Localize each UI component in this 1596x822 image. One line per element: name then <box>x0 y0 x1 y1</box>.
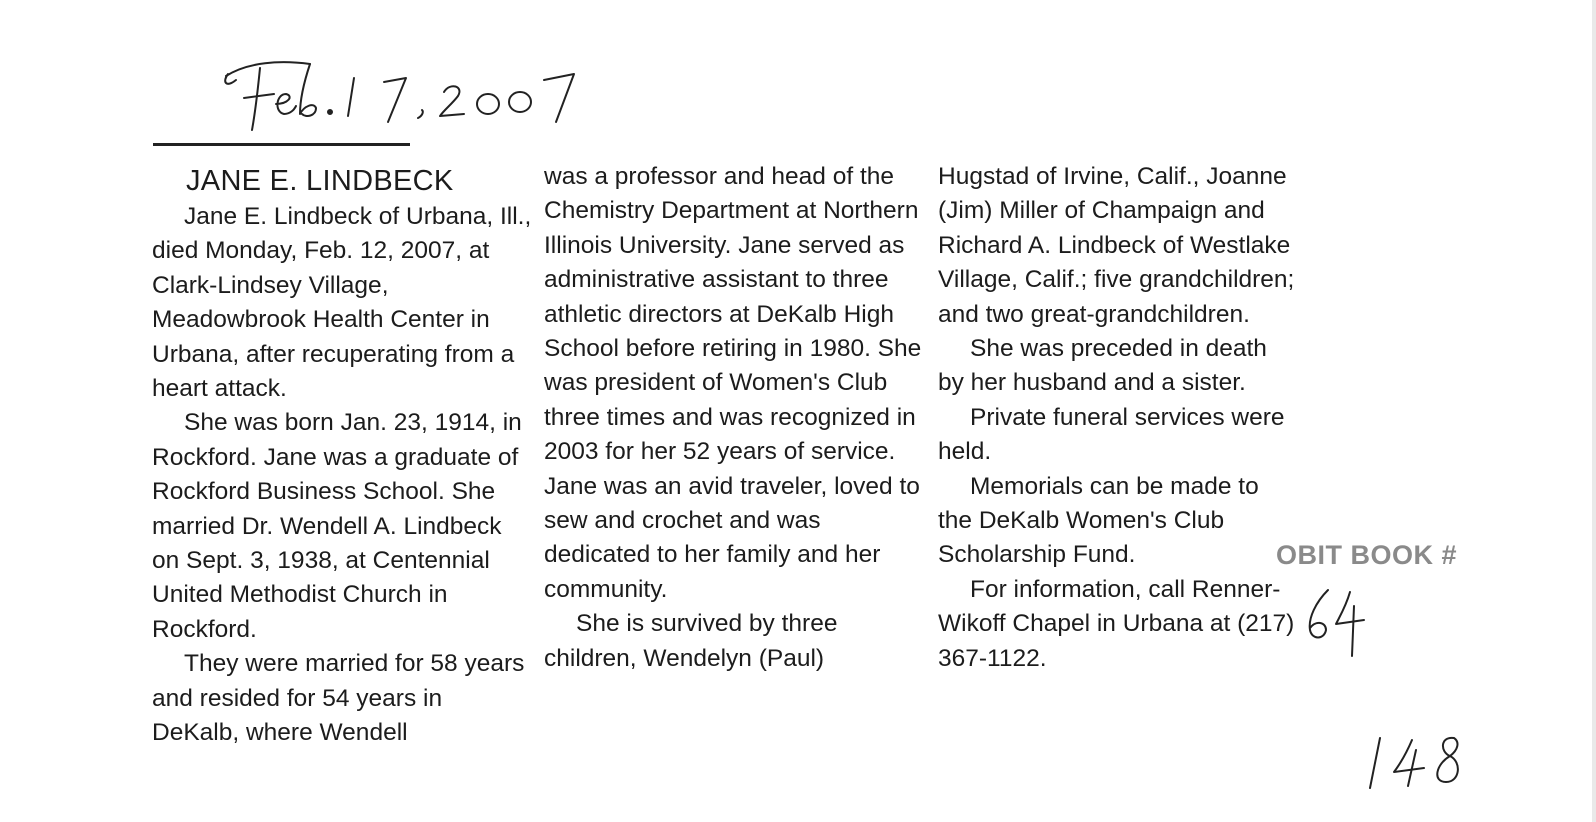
obit-book-stamp: OBIT BOOK # <box>1276 540 1458 570</box>
paragraph: For information, call Renner-Wikoff Chapel in Urbana at (217) 367-1122. <box>938 575 1295 672</box>
paragraph: They were married for 58 years and resided for 54 years in DeKalb, where Wendell <box>152 650 525 747</box>
paragraph: She is survived by three children, Wendelyn (Paul) <box>544 610 838 672</box>
handwritten-book-number <box>1302 584 1372 660</box>
column-3 <box>938 160 1298 676</box>
paragraph: Jane E. Lindbeck of Urbana, Ill., died Monday, Feb. 12, 2007, at Clark-Lindsey Village, Meadowbrook Health Center in Urbana, after recuperating from a heart attack. <box>152 203 532 403</box>
handwritten-date <box>218 58 598 138</box>
heading-rule <box>153 143 410 146</box>
paragraph: Private funeral services were held. <box>938 403 1285 466</box>
obituary-heading: JANE E. LINDBECK <box>186 165 454 197</box>
column-2 <box>544 160 924 676</box>
paragraph: was a professor and head of the Chemistry Department at Northern Illinois University. Jane served as administrative assistant to three athletic directors at DeKalb High School before retiring in 1980. She was president of Women's Club three times and was recognized in 2003 for her 52 years of service. Jane was an avid traveler, loved to sew and crochet and was dedicated to her family and her community. <box>544 163 922 603</box>
paragraph: She was preceded in death by her husband and a sister. <box>938 335 1267 397</box>
paragraph: Hugstad of Irvine, Calif., Joanne (Jim) Miller of Champaign and Richard A. Lindbeck of Westlake Village, Calif.; five grandchildren; and two great-grandchildren. <box>938 163 1295 328</box>
column-1 <box>152 160 532 751</box>
handwritten-page-number <box>1362 730 1472 796</box>
paragraph: She was born Jan. 23, 1914, in Rockford. Jane was a graduate of Rockford Business School. She married Dr. Wendell A. Lindbeck on Sept. 3, 1938, at Centennial United Methodist Church in Rockford. <box>152 409 522 643</box>
scan-edge <box>1592 0 1596 822</box>
paragraph: Memorials can be made to the DeKalb Women's Club Scholarship Fund. <box>938 472 1259 569</box>
